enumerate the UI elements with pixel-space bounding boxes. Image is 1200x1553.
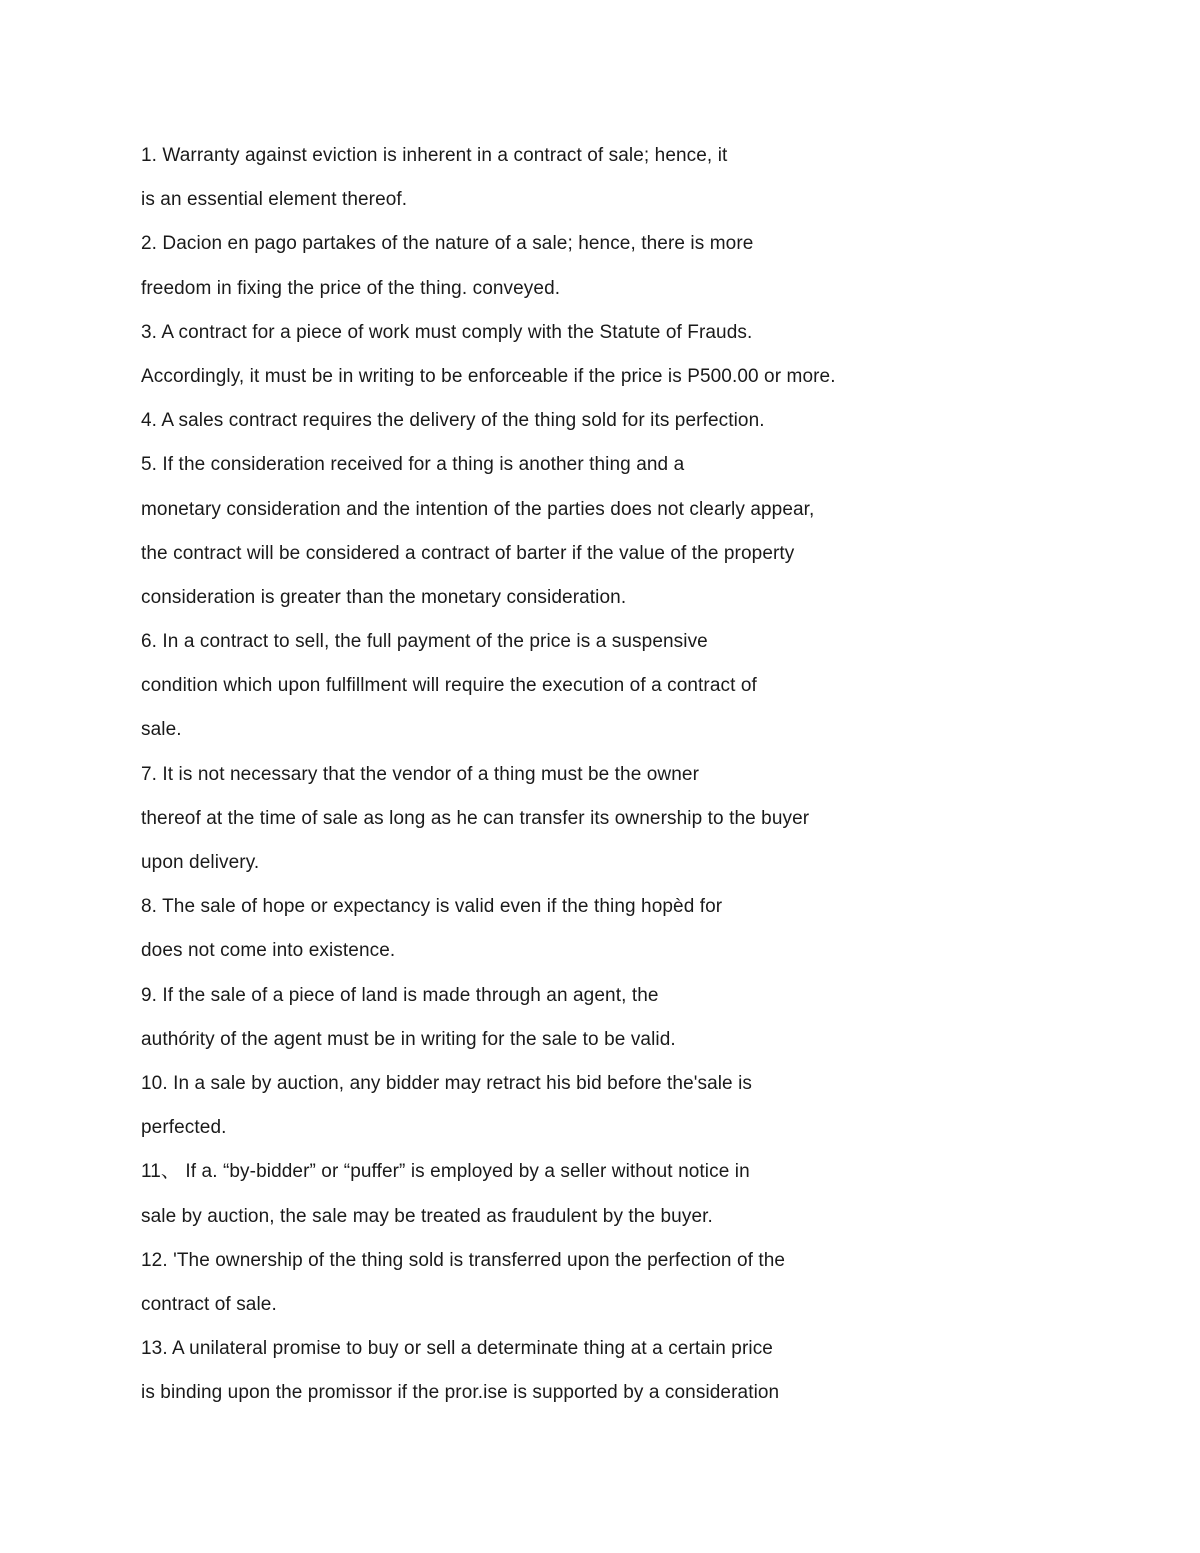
text-line: 8. The sale of hope or expectancy is valid even if the thing hopèd for bbox=[141, 896, 723, 918]
text-line: 10. In a sale by auction, any bidder may retract his bid before the'sale is bbox=[141, 1072, 753, 1094]
text-line: 3. A contract for a piece of work must comply with the Statute of Frauds. bbox=[141, 321, 753, 343]
text-line: contract of sale. bbox=[141, 1293, 277, 1315]
text-line: is an essential element thereof. bbox=[141, 189, 408, 211]
text-line: the contract will be considered a contract of barter if the value of the property bbox=[141, 542, 795, 564]
document-body bbox=[141, 134, 1141, 1415]
text-line: 9. If the sale of a piece of land is made through an agent, the bbox=[141, 984, 659, 1006]
text-line: 13. A unilateral promise to buy or sell a determinate thing at a certain price bbox=[141, 1338, 773, 1360]
text-line: condition which upon fulfillment will require the execution of a contract of bbox=[141, 675, 757, 697]
text-line: perfected. bbox=[141, 1117, 227, 1139]
text-line: thereof at the time of sale as long as he can transfer its ownership to the buyer bbox=[141, 807, 810, 829]
text-line: sale by auction, the sale may be treated as fraudulent by the buyer. bbox=[141, 1205, 713, 1227]
text-line: Accordingly, it must be in writing to be enforceable if the price is P500.00 or more. bbox=[141, 365, 836, 387]
text-line: 1. Warranty against eviction is inherent in a contract of sale; hence, it bbox=[141, 145, 728, 166]
text-line: 11、 If a. “by-bidder” or “puffer” is employed by a seller without notice in bbox=[141, 1161, 750, 1183]
text-line: 4. A sales contract requires the delivery of the thing sold for its perfection. bbox=[141, 410, 765, 432]
text-line: 5. If the consideration received for a thing is another thing and a bbox=[141, 454, 685, 476]
text-line: sale. bbox=[141, 719, 182, 741]
text-line: monetary consideration and the intention of the parties does not clearly appear, bbox=[141, 498, 815, 520]
text-line: consideration is greater than the monetary consideration. bbox=[141, 586, 627, 608]
text-line: authórity of the agent must be in writing for the sale to be valid. bbox=[141, 1028, 676, 1050]
text-line: does not come into existence. bbox=[141, 940, 396, 962]
text-line: 2. Dacion en pago partakes of the nature of a sale; hence, there is more bbox=[141, 233, 754, 255]
text-line: freedom in fixing the price of the thing. conveyed. bbox=[141, 277, 561, 299]
text-line: is binding upon the promissor if the pror.ise is supported by a consideration bbox=[141, 1382, 780, 1404]
text-line: 6. In a contract to sell, the full payment of the price is a suspensive bbox=[141, 631, 708, 653]
text-line: upon delivery. bbox=[141, 852, 260, 873]
text-line: 12. 'The ownership of the thing sold is transferred upon the perfection of the bbox=[141, 1249, 786, 1271]
text-line: 7. It is not necessary that the vendor of a thing must be the owner bbox=[141, 763, 700, 785]
